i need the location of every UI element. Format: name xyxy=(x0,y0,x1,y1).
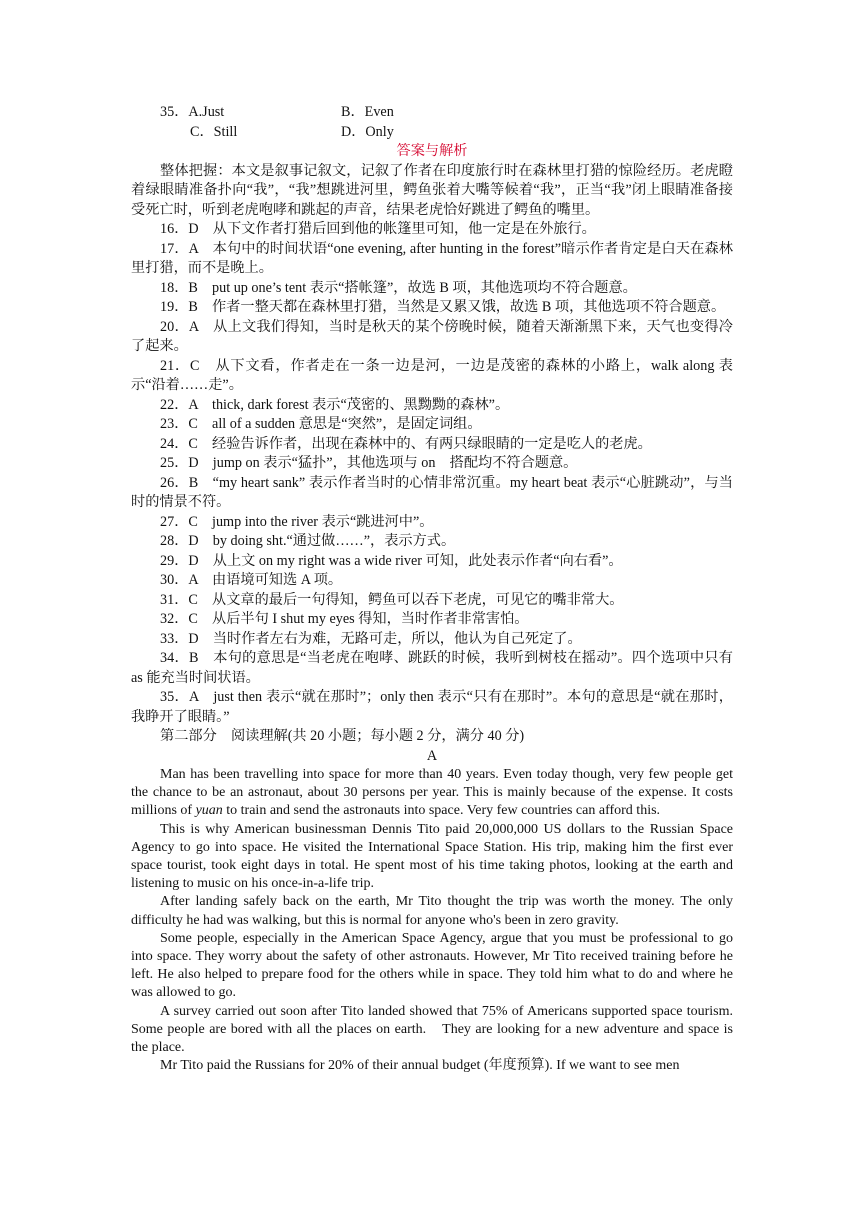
explanation-item: 35．A just then 表示“就在那时”；only then 表示“只有在那时”。本句的意思是“就在那时，我睁开了眼睛。” xyxy=(131,689,733,725)
explanation-item: 23．C all of a sudden 意思是“突然”，是固定词组。 xyxy=(160,416,482,432)
passage-paragraph-2: This is why American businessman Dennis Tito paid 20,000,000 US dollars to the Russian Space Agency to go into space. He visited the International Space Station. His trip, making him the first ever space tourist, took eight days in total. He spent most of his time taking photos, looking at the earth and listening to music on his once-in-a-life trip. xyxy=(131,821,733,892)
passage-paragraph-6: Mr Tito paid the Russians for 20% of their annual budget (年度预算). If we want to see men xyxy=(160,1058,680,1074)
option-b: B．Even xyxy=(341,104,394,120)
explanation-item: 17．A 本句中的时间状语“one evening, after hunting in the forest”暗示作者肯定是白天在森林里打猎，而不是晚上。 xyxy=(131,240,733,276)
explanation-item: 22．A thick, dark forest 表示“茂密的、黑黝黝的森林”。 xyxy=(160,396,510,413)
explanation-item: 33．D 当时作者左右为难，无路可走，所以，他认为自己死定了。 xyxy=(160,630,582,647)
explanation-item: 34．B 本句的意思是“当老虎在咆哮、跳跃的时候，我听到树枝在摇动”。四个选项中只有 as 能充当时间状语。 xyxy=(131,650,733,686)
explanation-item: 29．D 从上文 on my right was a wide river 可知，此处表示作者“向右看”。 xyxy=(160,552,623,569)
option-c: C．Still xyxy=(190,123,238,140)
explanation-item: 16．D 从下文作者打猎后回到他的帐篷里可知，他一定是在外旅行。 xyxy=(160,221,596,237)
passage-paragraph-4: Some people, especially in the American Space Agency, argue that you must be professional to go into space. They worry about the safety of other astronauts. However, Mr Tito received training before he left. He also helped to prepare food for the others while in space. They told him what to do and where he was allowed to go. xyxy=(131,930,733,1001)
explanation-item: 27．C jump into the river 表示“跳进河中”。 xyxy=(160,513,434,530)
passage-paragraph-1: Man has been travelling into space for more than 40 years. Even today though, very few people get the chance to be an astronaut, about 30 persons per year. This is mainly because of the expense. It costs millions of yuan to train and send the astronauts into space. Very few countries can afford this. xyxy=(131,767,733,819)
explanation-item: 19．B 作者一整天都在森林里打猎，当然是又累又饿，故选 B 项，其他选项不符合题意。 xyxy=(160,299,726,315)
explanation-item: 28．D by doing sht.“通过做……”，表示方式。 xyxy=(160,533,456,549)
explanation-item: 25．D jump on 表示“猛扑”，其他选项与 on 搭配均不符合题意。 xyxy=(160,455,578,471)
passage-paragraph-3: After landing safely back on the earth, Mr Tito thought the trip was worth the money. The only difficulty he had was walking, but this is normal for anyone who's been in zero gravity. xyxy=(131,894,733,928)
overview-paragraph: 整体把握：本文是叙事记叙文，记叙了作者在印度旅行时在森林里打猎的惊险经历。老虎瞪着绿眼睛准备扑向“我”，“我”想跳进河里，鳄鱼张着大嘴等候着“我”，正当“我”闭上眼睛准备接受死亡时，听到老虎咆哮和跳起的声音，结果老虎恰好跳进了鳄鱼的嘴里。 xyxy=(131,162,733,218)
option-d: D．Only xyxy=(341,123,394,140)
explanation-item: 20．A 从上文我们得知，当时是秋天的某个傍晚时候，随着天渐渐黑下来，天气也变得冷了起来。 xyxy=(131,318,733,354)
section-title: 第二部分 阅读理解(共 20 小题；每小题 2 分，满分 40 分) xyxy=(160,728,525,744)
explanation-item: 31．C 从文章的最后一句得知，鳄鱼可以吞下老虎，可见它的嘴非常大。 xyxy=(160,591,624,608)
explanation-item: 21．C 从下文看，作者走在一条一边是河，一边是茂密的森林的小路上，walk along 表示“沿着……走”。 xyxy=(131,357,733,393)
explanation-item: 32．C 从后半句 I shut my eyes 得知，当时作者非常害怕。 xyxy=(160,611,529,627)
explanation-list xyxy=(131,220,733,727)
options-row-2 xyxy=(131,123,733,143)
reading-passage xyxy=(131,766,733,1075)
answer-heading: 答案与解析 xyxy=(396,143,468,159)
options-row-1 xyxy=(131,103,733,123)
option-a: 35．A.Just xyxy=(160,104,225,120)
explanation-item: 30．A 由语境可知选 A 项。 xyxy=(160,572,343,588)
document-page xyxy=(131,103,733,1075)
explanation-item: 26．B “my heart sank” 表示作者当时的心情非常沉重。my heart beat 表示“心脏跳动”，与当时的情景不符。 xyxy=(131,474,733,510)
explanation-item: 24．C 经验告诉作者，出现在森林中的、有两只绿眼睛的一定是吃人的老虎。 xyxy=(160,435,652,452)
passage-paragraph-5: A survey carried out soon after Tito landed showed that 75% of Americans supported space tourism. Some people are bored with all the places on earth. They are looking for a new adventure and space is the place. xyxy=(131,1003,733,1056)
passage-label: A xyxy=(426,747,438,764)
explanation-item: 18．B put up one’s tent 表示“搭帐篷”，故选 B 项，其他选项均不符合题意。 xyxy=(160,279,637,296)
